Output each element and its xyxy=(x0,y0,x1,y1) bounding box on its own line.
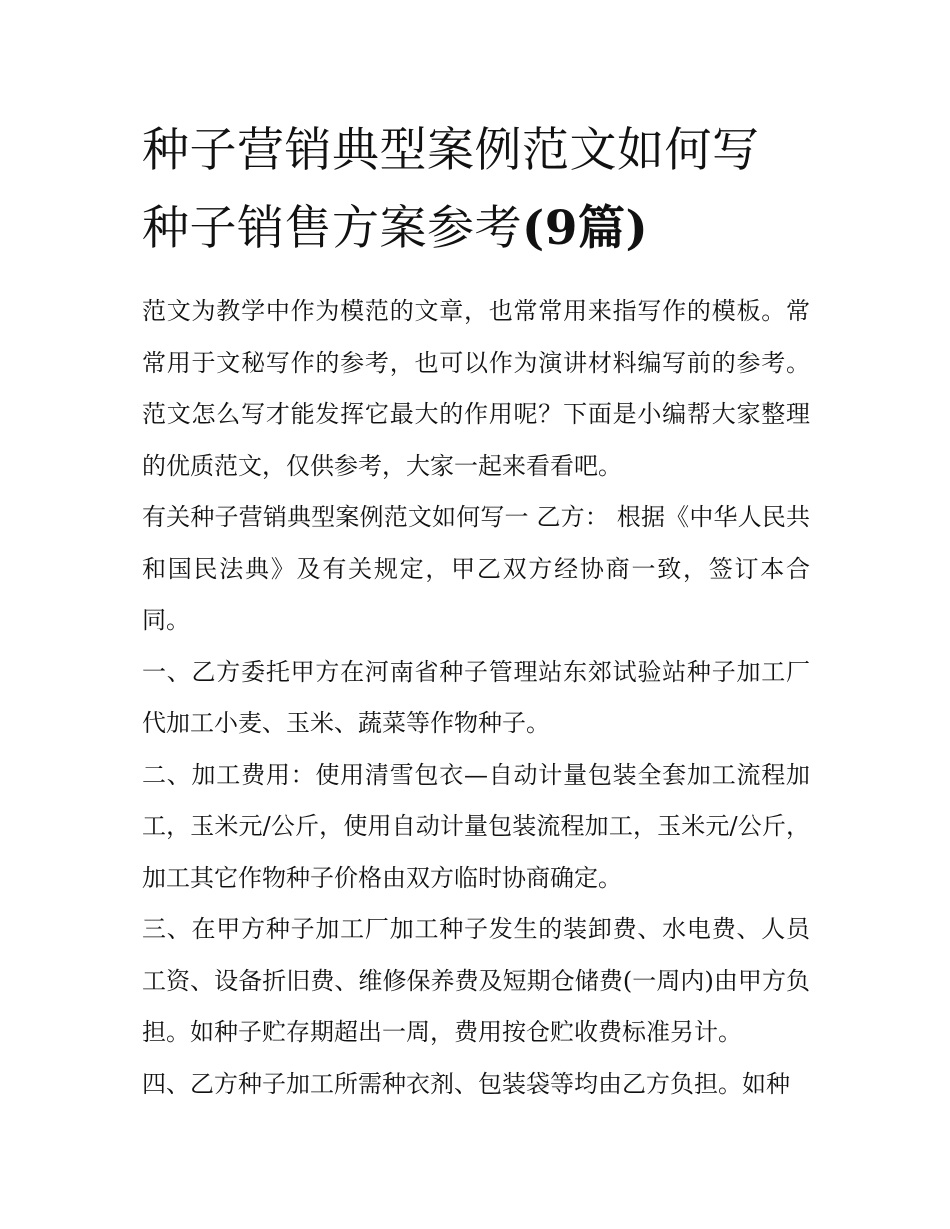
title-count: (9篇) xyxy=(522,201,649,256)
clause-2-paragraph: 二、加工费用：使用清雪包衣—自动计量包装全套加工流程加工，玉米元/公斤，使用自动计量包装流程加工，玉米元/公斤，加工其它作物种子价格由双方临时协商确定。 xyxy=(142,760,810,892)
document-title xyxy=(142,112,810,268)
clause-4-paragraph: 四、乙方种子加工所需种衣剂、包装袋等均由乙方负担。如种 xyxy=(142,1069,790,1098)
contract-intro-paragraph: 有关种子营销典型案例范文如何写一 乙方： 根据《中华人民共和国民法典》及有关规定，甲乙双方经协商一致，签订本合同。 xyxy=(142,503,810,634)
title-line-2-main: 种子销售方案参考 xyxy=(142,201,522,256)
document-page xyxy=(142,112,810,1110)
title-line-2 xyxy=(142,190,810,268)
intro-paragraph: 范文为教学中作为模范的文章，也常常用来指写作的模板。常常用于文秘写作的参考，也可以作为演讲材料编写前的参考。范文怎么写才能发挥它最大的作用呢？下面是小编帮大家整理的优质范文，仅供参考，大家一起来看看吧。 xyxy=(142,297,810,480)
title-line-1: 种子营销典型案例范文如何写 xyxy=(142,123,760,178)
clause-3-paragraph: 三、在甲方种子加工厂加工种子发生的装卸费、水电费、人员工资、设备折旧费、维修保养费及短期仓储费(一周内)由甲方负担。如种子贮存期超出一周，费用按仓贮收费标准另计。 xyxy=(142,915,810,1046)
clause-1-paragraph: 一、乙方委托甲方在河南省种子管理站东郊试验站种子加工厂代加工小麦、玉米、蔬菜等作物种子。 xyxy=(142,657,810,737)
